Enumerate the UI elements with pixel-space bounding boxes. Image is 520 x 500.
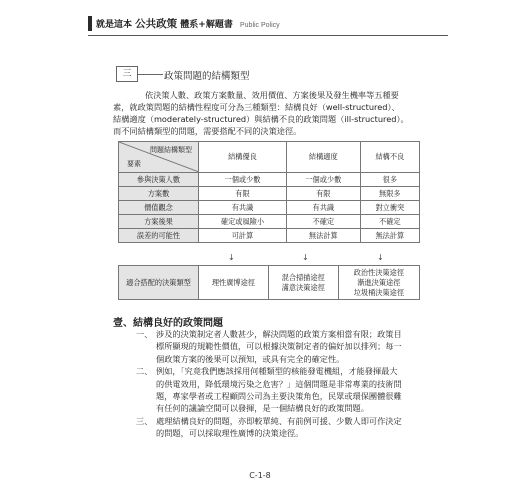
item-line: 題，專家學者或工程顧問公司為主要決策角色，民眾或環保團體很難 (156, 391, 402, 402)
row-label: 方案數 (119, 187, 199, 201)
table-header-row (119, 142, 420, 173)
table-row (119, 173, 420, 187)
item-line: 的問題，可以採取理性廣博的決策途徑。 (156, 428, 304, 439)
intro-line: 結構適度（moderately-structured）與結構不良的政策問題（ill-structured）。 (113, 114, 409, 124)
intro-paragraph (113, 89, 425, 137)
approach-text: 垃圾桶決策途徑 (353, 287, 405, 297)
table-cell: 一個或少數 (199, 173, 287, 187)
running-header (88, 14, 448, 40)
item-line: 個政策方案的後果可以預知，或具有完全的確定性。 (156, 353, 345, 364)
row-label: 參與決策人數 (119, 173, 199, 187)
list-item (136, 415, 436, 440)
table-cell: 對立衝突 (360, 201, 419, 215)
header-rule (88, 35, 448, 36)
row-label: 誤差的可能性 (119, 229, 199, 243)
approach-text: 漸進決策途徑 (357, 277, 401, 287)
column-header: 結構不良 (360, 142, 419, 173)
item-line: 標所顯現的規範性價值，可以根據決策制定者的偏好加以排列；每一 (156, 341, 402, 352)
intro-line: 素，就政策問題的結構性程度可分為三種類型：結構良好（well-structured）、 (113, 102, 400, 112)
table-row (119, 229, 420, 243)
header-prefix: 就是這本 (96, 20, 133, 30)
down-arrow-icon: ↓ (377, 253, 384, 262)
subsection-heading: 壹、結構良好的政策問題 (113, 318, 223, 329)
list-item (136, 328, 436, 365)
approach-text: 滿意決策途徑 (281, 282, 325, 292)
approach-cell (199, 266, 269, 300)
header-suffix: 體系+解題書 (180, 20, 233, 30)
approach-row (119, 266, 420, 300)
table-cell: 有共識 (286, 201, 360, 215)
approach-table (118, 265, 420, 300)
header-bar (88, 16, 92, 31)
table-cell: 無法計算 (286, 229, 360, 243)
table-row (119, 215, 420, 229)
intro-line: 而不同結構類型的問題，需要搭配不同的決策途徑。 (113, 126, 302, 136)
approach-cell (268, 266, 338, 300)
section-number: 三 (116, 66, 138, 82)
list-item (136, 365, 436, 415)
table-cell: 一個或少數 (286, 173, 360, 187)
approach-label: 適合搭配的決策類型 (119, 266, 199, 300)
structure-table (118, 141, 420, 243)
item-line: 涉及的決策制定者人數甚少，解決問題的政策方案相當有限；政策目 (156, 329, 402, 339)
corner-top-label: 問題結構類型 (150, 146, 192, 154)
item-line: 例如，「究竟我們應該採用何種類型的核能發電機組，才能發揮最大 (156, 366, 398, 377)
down-arrow-icon: ↓ (228, 253, 235, 262)
column-header: 結構優良 (199, 142, 287, 173)
table-cell: 有共識 (199, 201, 287, 215)
item-line: 的供電效用，降低環境污染之危害？」這個問題是非常專業的技術問 (156, 378, 402, 389)
table-cell: 無限多 (360, 187, 419, 201)
table-cell: 可計算 (199, 229, 287, 243)
item-number: 二、 (136, 366, 153, 377)
approach-text: 理性廣博途徑 (211, 277, 255, 287)
row-label: 方案後果 (119, 215, 199, 229)
section-connector (137, 74, 163, 75)
section-heading (116, 66, 436, 84)
row-label: 價值觀念 (119, 201, 199, 215)
section-title: 政策問題的結構類型 (164, 71, 250, 82)
table-cell: 不確定 (286, 215, 360, 229)
item-list (136, 328, 436, 440)
table-corner-cell (119, 142, 199, 173)
intro-line: 依決策人數、政策方案數量、效用價值、方案後果及發生機率等五種要 (145, 90, 399, 100)
header-title (96, 16, 280, 31)
table-cell: 不確定 (360, 215, 419, 229)
approach-text: 政治性決策途徑 (353, 267, 405, 277)
corner-bottom-label: 要素 (127, 160, 141, 168)
approach-cell (338, 266, 419, 300)
approach-text: 混合掃描途徑 (281, 272, 325, 282)
header-main: 公共政策 (135, 18, 178, 30)
table-row (119, 187, 420, 201)
item-line: 有任何的議論空間可以發揮，是一個結構良好的政策問題。 (156, 403, 369, 414)
column-header: 結構適度 (286, 142, 360, 173)
page-number: C-1-8 (249, 471, 271, 480)
item-number: 三、 (136, 415, 153, 426)
table-cell: 有限 (286, 187, 360, 201)
item-number: 一、 (136, 329, 153, 339)
table-cell: 很多 (360, 173, 419, 187)
down-arrow-icon: ↓ (302, 253, 309, 262)
table-row (119, 201, 420, 215)
table-cell: 確定或風險小 (199, 215, 287, 229)
header-english: Public Policy (239, 22, 280, 29)
item-line: 處理結構良好的問題，亦即較單純、有前例可援、少數人即可作決定 (156, 415, 402, 426)
table-cell: 無法計算 (360, 229, 419, 243)
table-cell: 有限 (199, 187, 287, 201)
